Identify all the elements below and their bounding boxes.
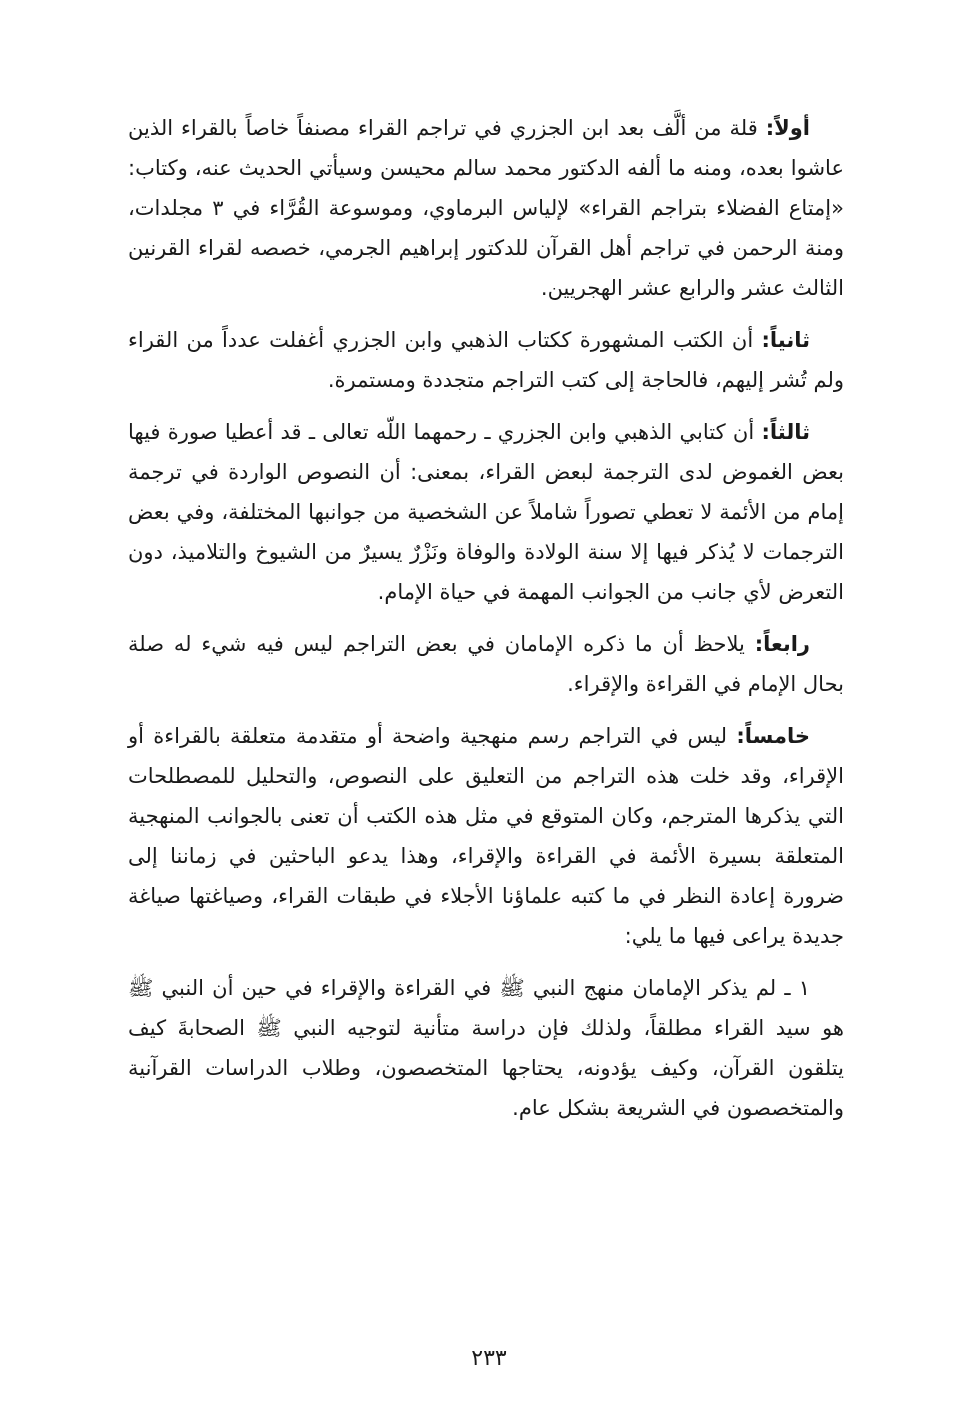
paragraph-lead: ثالثاً: — [761, 420, 810, 444]
paragraph-text: قلة من ألَّف بعد ابن الجزري في تراجم القراء مصنفاً خاصاً بالقراء الذين عاشوا بعده، ومنه ما ألفه الدكتور محمد سالم محيسن وسيأتي الحديث عنه، وكتاب: «إمتاع الفضلاء بتراجم القراء» لإلياس البرماوي، وموسوعة القُرَّاء في ٣ مجلدات، ومنة الرحمن في تراجم أهل القرآن للدكتور إبراهيم الجرمي، خصصه لقراء القرنين الثالث عشر والرابع عشر الهجريين. — [128, 116, 844, 300]
paragraph-first — [128, 108, 844, 308]
paragraph-text: أن كتابي الذهبي وابن الجزري ـ رحمهما اللّه تعالى ـ قد أعطيا صورة فيها بعض الغموض لدى الترجمة لبعض القراء، بمعنى: أن النصوص الواردة في ترجمة إمام من الأئمة لا تعطي تصوراً شاملاً عن الشخصية من جوانبها المختلفة، وفي بعض الترجمات لا يُذكر فيها إلا سنة الولادة والوفاة ونَزْرٌ يسيرٌ من الشيوخ والتلاميذ، دون التعرض لأي جانب من الجوانب المهمة في حياة الإمام. — [128, 420, 844, 604]
paragraph-fifth — [128, 716, 844, 956]
paragraph-lead: أولاً: — [765, 116, 810, 140]
page-number: ٢٣٣ — [471, 1346, 507, 1371]
paragraph-list-item-1 — [128, 968, 844, 1128]
paragraph-text: ليس في التراجم رسم منهجية واضحة أو متقدمة متعلقة بالقراءة أو الإقراء، وقد خلت هذه التراجم من التعليق على النصوص، والتحليل للمصطلحات التي يذكرها المترجم، وكان المتوقع في مثل هذه الكتب أن تعنى بالجوانب المنهجية المتعلقة بسيرة الأئمة في القراءة والإقراء، وهذا يدعو الباحثين في زماننا إلى ضرورة إعادة النظر في ما كتبه علماؤنا الأجلاء في طبقات القراء، وصياغتها صياغة جديدة يراعى فيها ما يلي: — [128, 724, 844, 948]
paragraph-text: أن الكتب المشهورة ككتاب الذهبي وابن الجزري أغفلت عدداً من القراء ولم تُشر إليهم، فالحاجة إلى كتب التراجم متجددة ومستمرة. — [128, 328, 844, 392]
paragraph-lead: ثانياً: — [761, 328, 810, 352]
paragraph-text: يلاحظ أن ما ذكره الإمامان في بعض التراجم ليس فيه شيء له صلة بحال الإمام في القراءة والإقراء. — [128, 632, 844, 696]
paragraph-second — [128, 320, 844, 400]
paragraph-fourth — [128, 624, 844, 704]
paragraph-text: ١ ـ لم يذكر الإمامان منهج النبي ﷺ في القراءة والإقراء في حين أن النبي ﷺ هو سيد القراء مطلقاً، ولذلك فإن دراسة متأنية لتوجيه النبي ﷺ الصحابةَ كيف يتلقون القرآن، وكيف يؤدونه، يحتاجها المتخصصون، وطلاب الدراسات القرآنية والمتخصصون في الشريعة بشكل عام. — [128, 976, 844, 1120]
paragraph-third — [128, 412, 844, 612]
paragraph-lead: خامساً: — [736, 724, 810, 748]
paragraph-lead: رابعاً: — [754, 632, 810, 656]
page-body — [128, 108, 844, 1140]
